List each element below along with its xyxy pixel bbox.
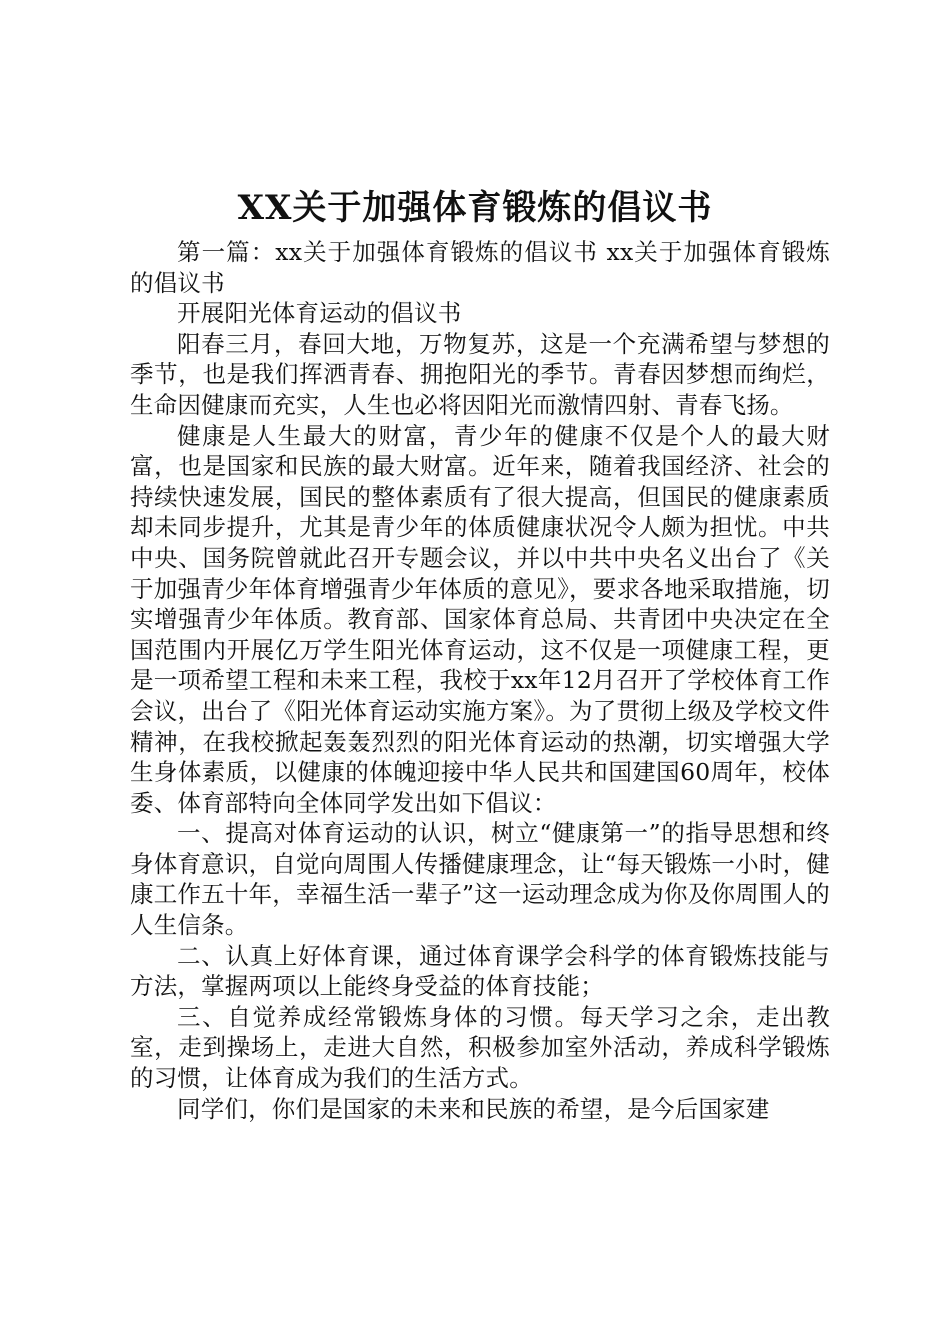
paragraph-spring: 阳春三月，春回大地，万物复苏，这是一个充满希望与梦想的季节，也是我们挥洒青春、拥抱阳光的季节。青春因梦想而绚烂，生命因健康而充实，人生也必将因阳光而激情四射、青春飞扬。 bbox=[130, 329, 830, 419]
paragraph-closing: 同学们，你们是国家的未来和民族的希望，是今后国家建 bbox=[177, 1094, 770, 1123]
paragraph-proposal-2: 二、认真上好体育课，通过体育课学会科学的体育锻炼技能与方法，掌握两项以上能终身受益的体育技能； bbox=[130, 941, 830, 1001]
paragraph-proposal-3: 三、自觉养成经常锻炼身体的习惯。每天学习之余，走出教室，走到操场上，走进大自然，积极参加室外活动，养成科学锻炼的习惯，让体育成为我们的生活方式。 bbox=[130, 1002, 830, 1093]
paragraph-subtitle: 开展阳光体育运动的倡议书 bbox=[177, 299, 462, 328]
paragraph-intro: 第一篇：xx关于加强体育锻炼的倡议书 xx关于加强体育锻炼的倡议书 bbox=[130, 238, 830, 297]
document-body bbox=[130, 237, 830, 1124]
paragraph-proposal-1: 一、提高对体育运动的认识，树立“健康第一”的指导思想和终身体育意识，自觉向周围人传播健康理念，让“每天锻炼一小时，健康工作五十年，幸福生活一辈子”这一运动理念成为你及你周围人的人生信条。 bbox=[130, 819, 830, 940]
document-title: XX关于加强体育锻炼的倡议书 bbox=[237, 188, 713, 228]
paragraph-health: 健康是人生最大的财富，青少年的健康不仅是个人的最大财富，也是国家和民族的最大财富。近年来，随着我国经济、社会的持续快速发展，国民的整体素质有了很大提高，但国民的健康素质却未同步提升，尤其是青少年的体质健康状况令人颇为担忧。中共中央、国务院曾就此召开专题会议，并以中共中央名义出台了《关于加强青少年体育增强青少年体质的意见》，要求各地采取措施，切实增强青少年体质。教育部、国家体育总局、共青团中央决定在全国范围内开展亿万学生阳光体育运动，这不仅是一项健康工程，更是一项希望工程和未来工程，我校于xx年12月召开了学校体育工作会议，出台了《阳光体育运动实施方案》。为了贯彻上级及学校文件精神，在我校掀起轰轰烈烈的阳光体育运动的热潮，切实增强大学生身体素质，以健康的体魄迎接中华人民共和国建国60周年，校体委、体育部特向全体同学发出如下倡议： bbox=[130, 421, 830, 817]
